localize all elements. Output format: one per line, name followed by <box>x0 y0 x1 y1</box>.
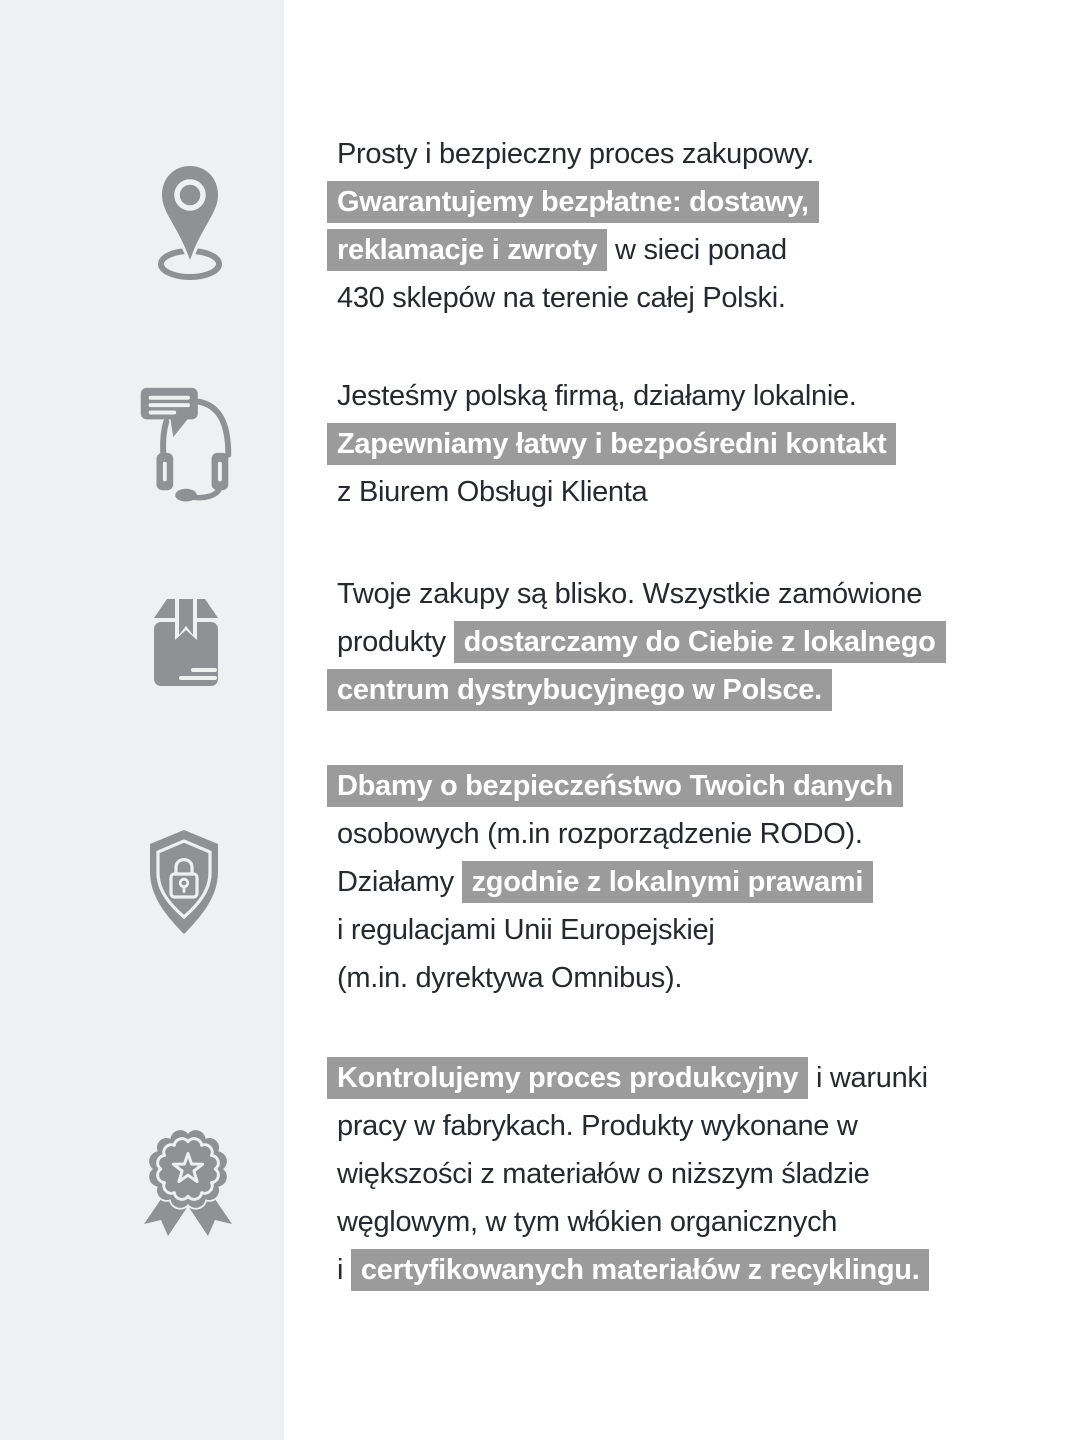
benefit-block-local-contact <box>327 372 896 516</box>
plain-text: Prosty i bezpieczny proces zakupowy. <box>337 138 815 170</box>
shield-lock-icon-svg <box>138 828 230 940</box>
plain-text: Twoje zakupy są blisko. Wszystkie zamówione <box>337 578 923 610</box>
award-badge-icon <box>130 1118 246 1236</box>
text-line <box>327 666 946 714</box>
plain-text: osobowych (m.in rozporządzenie RODO). <box>337 818 863 850</box>
text-line <box>327 618 946 666</box>
text-line <box>327 762 903 810</box>
plain-text: z Biurem Obsługi Klienta <box>337 476 648 508</box>
plain-text: w sieci ponad <box>607 234 787 266</box>
text-line <box>327 1246 929 1294</box>
highlighted-text: certyfikowanych materiałów z recyklingu. <box>351 1249 930 1291</box>
text-line <box>327 906 903 954</box>
package-box-icon-svg <box>149 597 223 689</box>
package-box-icon <box>149 597 223 689</box>
location-pin-icon-svg <box>154 164 226 282</box>
highlighted-text: Dbamy o bezpieczeństwo Twoich danych <box>327 765 903 807</box>
text-line <box>327 570 946 618</box>
plain-text: Działamy <box>337 866 462 898</box>
text-line <box>327 1054 929 1102</box>
text-line <box>327 420 896 468</box>
plain-text: Jesteśmy polską firmą, działamy lokalnie. <box>337 380 857 412</box>
text-line <box>327 372 896 420</box>
plain-text: i regulacjami Unii Europejskiej <box>337 914 715 946</box>
benefit-block-production-control <box>327 1054 929 1294</box>
highlighted-text: Zapewniamy łatwy i bezpośredni kontakt <box>327 423 896 465</box>
plain-text: produkty <box>337 626 454 658</box>
location-pin-icon <box>154 164 226 282</box>
plain-text: pracy w fabrykach. Produkty wykonane w <box>337 1110 858 1142</box>
text-line <box>327 1150 929 1198</box>
benefit-block-data-security <box>327 762 903 1002</box>
highlighted-text: Kontrolujemy proces produkcyjny <box>327 1057 808 1099</box>
text-line <box>327 954 903 1002</box>
headset-chat-icon <box>136 384 236 504</box>
highlighted-text: zgodnie z lokalnymi prawami <box>462 861 874 903</box>
plain-text: (m.in. dyrektywa Omnibus). <box>337 962 683 994</box>
text-line <box>327 226 819 274</box>
highlighted-text: reklamacje i zwroty <box>327 229 607 271</box>
text-line <box>327 274 819 322</box>
benefit-block-local-distribution <box>327 570 946 714</box>
text-line <box>327 810 903 858</box>
plain-text: węglowym, w tym włókien organicznych <box>337 1206 838 1238</box>
text-line <box>327 1198 929 1246</box>
shield-lock-icon <box>138 828 230 940</box>
text-line <box>327 1102 929 1150</box>
highlighted-text: Gwarantujemy bezpłatne: dostawy, <box>327 181 819 223</box>
text-line <box>327 858 903 906</box>
highlighted-text: centrum dystrybucyjnego w Polsce. <box>327 669 832 711</box>
plain-text: większości z materiałów o niższym śladzie <box>337 1158 870 1190</box>
award-badge-icon-svg <box>130 1118 246 1236</box>
headset-chat-icon-svg <box>136 384 236 504</box>
text-line <box>327 468 896 516</box>
plain-text: 430 sklepów na terenie całej Polski. <box>337 282 786 314</box>
text-line <box>327 178 819 226</box>
plain-text: i <box>337 1254 351 1286</box>
benefit-block-secure-shopping <box>327 130 819 322</box>
highlighted-text: dostarczamy do Ciebie z lokalnego <box>454 621 946 663</box>
plain-text: i warunki <box>808 1062 928 1094</box>
text-line <box>327 130 819 178</box>
